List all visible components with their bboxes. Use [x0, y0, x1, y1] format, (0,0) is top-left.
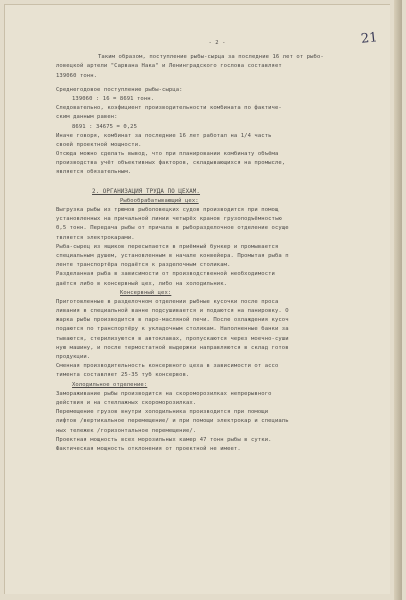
paragraph-line: ловецкой артели "Сарвана Нака" и Ленинградского гослова составляет — [56, 63, 282, 70]
paragraph-line: жарка рыбы производится в паро-масляной печи. После охлаждения кусоч — [56, 317, 289, 324]
handwritten-page-number: 21 — [360, 30, 379, 47]
paragraph-line: производства учёт объективных факторов, складывающихся на промысле, — [56, 160, 286, 167]
paragraph-line: Таким образом, поступление рыбы-сырца за последние 16 лет от рыбо- — [98, 54, 324, 61]
paragraph-line: лифтов /вертикальное перемещение/ и при помощи электрокар и специаль — [56, 418, 289, 425]
paragraph-line: ную машину, и после термостатной выдержки направляются в склад готов — [56, 344, 289, 351]
paragraph-line: тываются, стерилизуются в автоклавах, пропускаются через моечно-суши — [56, 335, 289, 342]
paragraph-line: Перемещение грузов внутри холодильника производится при помощи — [56, 409, 269, 416]
paragraph-line: Иначе говоря, комбинат за последние 16 лет работал на 1/4 часть — [56, 132, 272, 139]
paragraph-line: 0,5 тонн. Передача рыбы от причала в рыборазделочное отделение осуще — [56, 225, 289, 232]
document-page — [4, 4, 390, 594]
formula: 139060 : 16 = 8691 тонн. — [72, 95, 155, 102]
paragraph-line: Рыба-сырец из ящиков пересыпается в приёмный бункер и промывается — [56, 243, 279, 250]
paragraph-line: ским данным равен: — [56, 114, 118, 121]
formula: 8691 : 34675 = 0,25 — [72, 123, 138, 130]
paragraph-line: Среднегодовое поступление рыбы-сырца: — [56, 86, 183, 93]
paragraph-line: Выгрузка рыбы из трюмов рыболовецких судов производится при помощ — [56, 207, 279, 213]
subsection-heading: Холодильное отделение: — [72, 381, 148, 388]
paragraph-line: тимента составляет 25-35 туб консервов. — [56, 372, 190, 379]
paragraph-line: Проектная мощность всех морозильных камер 47 тонн рыбы в сутки. — [56, 436, 272, 443]
page-number: - 2 - — [208, 40, 226, 46]
paragraph-line: Разделанная рыба в зависимости от производственной необходимости — [56, 271, 275, 278]
paragraph-line: твляется электрокарами. — [56, 234, 135, 241]
binding-edge — [394, 0, 402, 600]
paragraph-line: Отсюда можно сделать вывод, что при планировании комбинату объёма — [56, 151, 279, 158]
paragraph-line: специальным душем, установленным в начале конвейера. Промытая рыба п — [56, 252, 289, 259]
paragraph-line: ленте транспортёра подаётся к разделочным столикам. — [56, 262, 231, 269]
paragraph-line: Сменная производительность консервного цеха в зависимости от ассо — [56, 363, 279, 370]
subsection-heading: Рыбообрабатывающий цех: — [120, 197, 199, 204]
paragraph-line: Замораживание рыбы производится на скороморозилках непрерывного — [56, 390, 272, 397]
paragraph-line: Фактическая мощность отклонения от проектной не имеет. — [56, 445, 241, 452]
paragraph-line: своей проектной мощности. — [56, 141, 142, 148]
paragraph-line: Приготовленные в разделочном отделении рыбные кусочки после проса — [56, 298, 279, 305]
subsection-heading: Консервный цех: — [120, 289, 172, 296]
paragraph-line: ных тележек /горизонтальное перемещение/. — [56, 427, 197, 434]
paragraph-line: подаются по транспортёру к укладочным столикам. Наполненные банки за — [56, 326, 289, 333]
paragraph-line: действия и на стеллажных скороморозилках. — [56, 399, 197, 406]
paragraph-line: является обязательным. — [56, 169, 132, 176]
paragraph-line: установленных на причальной линии четырёх кранов грузоподъёмностью — [56, 216, 282, 223]
section-heading: 2. ОРГАНИЗАЦИЯ ТРУДА ПО ЦЕХАМ. — [92, 188, 201, 195]
typewritten-text — [56, 39, 378, 454]
paragraph-line: Следовательно, коэфициент производительности комбината по фактиче- — [56, 105, 282, 112]
paragraph-line: продукции. — [56, 354, 91, 360]
paragraph-line: ливания в специальной ванне подсушивается и подаются на панировку. О — [56, 308, 289, 315]
paragraph-line: 139060 тонн. — [56, 72, 98, 79]
paragraph-line: даётся либо в консервный цех, либо на холодильник. — [56, 280, 228, 287]
